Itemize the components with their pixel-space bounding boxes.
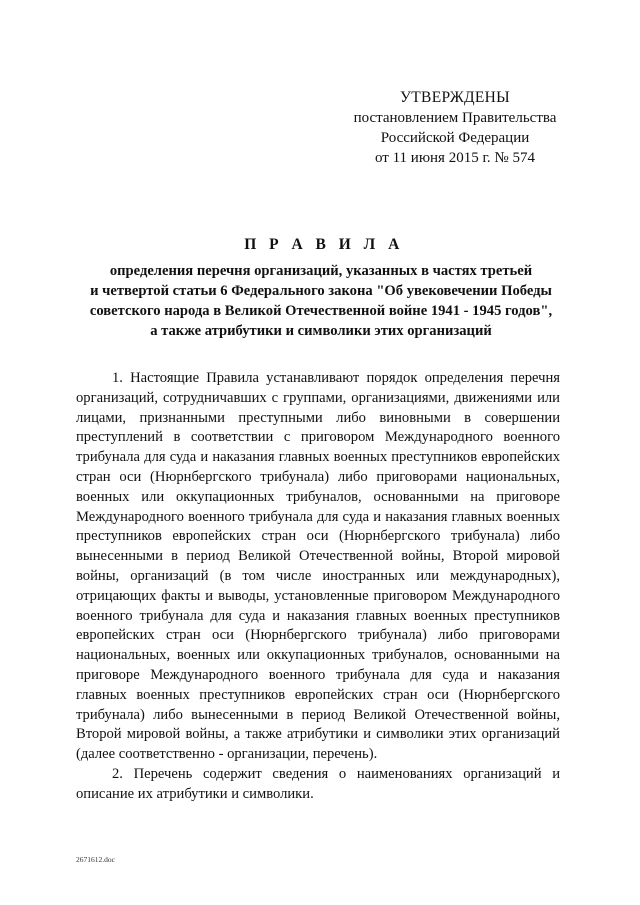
- footer-file-name: 2671612.doc: [76, 855, 115, 864]
- approval-line: постановлением Правительства: [353, 110, 557, 126]
- document-subtitle: [60, 261, 582, 341]
- subtitle-line: а также атрибутики и символики этих организаций: [150, 323, 492, 339]
- subtitle-line: советского народа в Великой Отечественной войне 1941 - 1945 годов",: [89, 303, 553, 319]
- paragraph-2: 2. Перечень содержит сведения о наименованиях организаций и описание их атрибутики и символики.: [76, 765, 560, 802]
- approval-line: Российской Федерации: [380, 130, 530, 146]
- subtitle-line: и четвертой статьи 6 Федерального закона "Об увековечении Победы: [90, 283, 552, 299]
- approval-block: [330, 88, 580, 168]
- document-body: [76, 369, 560, 805]
- approval-stamp: УТВЕРЖДЕНЫ: [400, 89, 510, 106]
- subtitle-line: определения перечня организаций, указанных в частях третьей: [109, 263, 533, 279]
- approval-date-number: от 11 июня 2015 г. № 574: [375, 150, 535, 166]
- paragraph-1: 1. Настоящие Правила устанавливают порядок определения перечня организаций, сотрудничавших с группами, организациями, движениями или лицами, признанными преступными либо виновными в совершении преступлений в соответствии с приговором Международного военного трибунала для суда и наказания главных военных преступников европейских стран оси (Нюрнбергского трибунала) либо приговорами национальных, военных или оккупационных трибуналов, основанными на приговоре Международного военного трибунала для суда и наказания главных военных преступников европейских стран оси (Нюрнбергского трибунала) либо вынесенными в период Великой Отечественной войны, Второй мировой войны, организаций (в том числе иностранных или международных), отрицающих факты и выводы, установленные приговором Международного военного трибунала для суда и наказания главных военных преступников европейских стран оси (Нюрнбергского трибунала) либо приговорами национальных, военных или оккупационных трибуналов, основанными на приговоре Международного военного трибунала для суда и наказания главных военных преступников европейских стран оси (Нюрнбергского трибунала) либо вынесенными в период Великой Отечественной войны, Второй мировой войны, а также атрибутики и символики этих организаций (далее соответственно - организации, перечень).: [76, 370, 560, 763]
- document-title: П Р А В И Л А: [244, 236, 404, 253]
